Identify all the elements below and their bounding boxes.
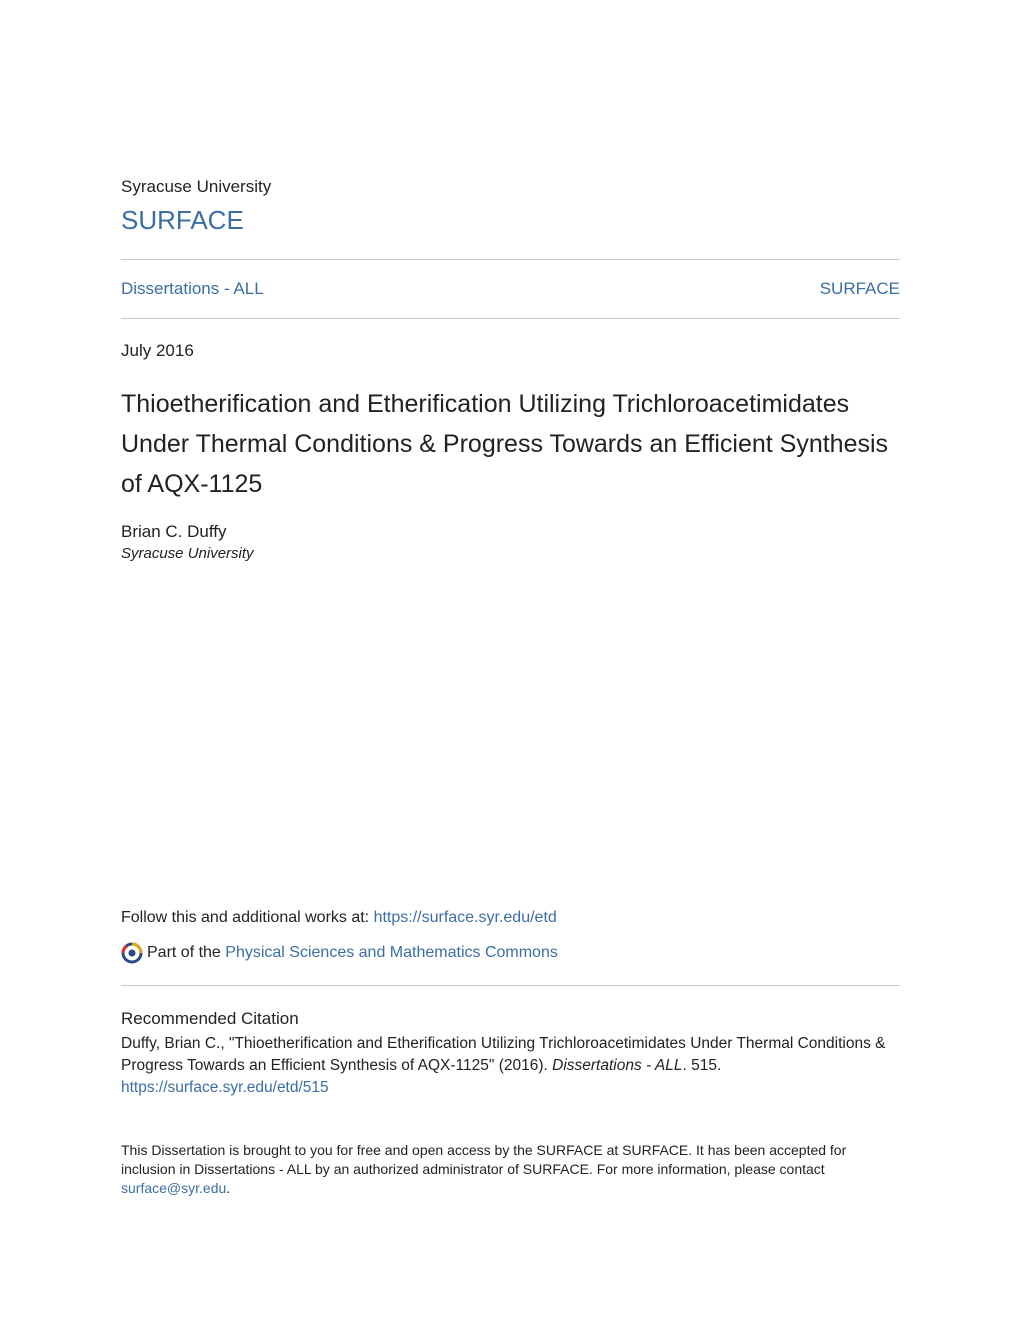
divider-nav	[121, 318, 900, 319]
publication-date: July 2016	[121, 341, 194, 360]
access-notice-end: .	[226, 1180, 231, 1196]
access-notice	[121, 1141, 900, 1198]
follow-prefix: Follow this and additional works at:	[121, 909, 374, 926]
citation-heading: Recommended Citation	[121, 1009, 299, 1028]
commons-link[interactable]: Physical Sciences and Mathematics Commons	[225, 944, 558, 961]
network-commons-icon	[121, 942, 143, 964]
part-of-prefix: Part of the	[147, 944, 226, 961]
follow-line	[121, 909, 557, 927]
follow-url-link[interactable]: https://surface.syr.edu/etd	[373, 909, 557, 926]
citation-main: Duffy, Brian C., "Thioetherification and Etherification Utilizing Trichloroacetimidates Under Thermal Conditions & Progress Towards an Efficient Synthesis of AQX-1125" (2016).	[121, 1035, 886, 1074]
contact-email-link[interactable]: surface@syr.edu	[121, 1180, 227, 1196]
citation-number: . 515.	[682, 1057, 722, 1074]
paper-title: Thioetherification and Etherification Utilizing Trichloroacetimidates Under Thermal Conditions & Progress Towards an Efficient Synthesis of AQX-1125	[121, 390, 889, 498]
citation-series: Dissertations - ALL	[552, 1057, 683, 1074]
parent-collection-link[interactable]: SURFACE	[819, 279, 900, 298]
institution-name: Syracuse University	[121, 177, 272, 196]
divider-top	[121, 259, 900, 260]
citation-url-link[interactable]: https://surface.syr.edu/etd/515	[121, 1079, 329, 1096]
divider-citation	[121, 985, 900, 986]
repository-link[interactable]: SURFACE	[121, 205, 244, 235]
author-affiliation: Syracuse University	[121, 545, 254, 562]
access-notice-text: This Dissertation is brought to you for free and open access by the SURFACE at SURFACE. It has been accepted for inclusion in Dissertations - ALL by an authorized administrator of SURFACE. For more information, please contact	[121, 1142, 847, 1177]
citation-text	[121, 1033, 900, 1099]
author-name: Brian C. Duffy	[121, 522, 227, 541]
cover-page	[121, 0, 900, 1320]
collection-link[interactable]: Dissertations - ALL	[121, 279, 264, 298]
part-of-line	[121, 942, 558, 964]
